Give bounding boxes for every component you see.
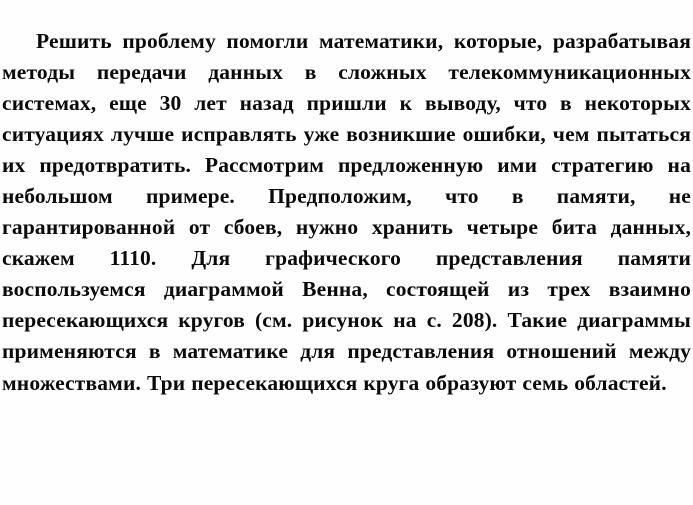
body-paragraph: Решить проблему помогли математики, которые, разрабатывая методы передачи данных в сложных телекоммуникационных системах, еще 30 лет назад пришли к выводу, что в некоторых ситуациях лучше исправлять уже возникшие ошибки, чем пытаться их предотвратить. Рассмотрим предложенную ими стратегию на небольшом примере. Предположим, что в памяти, не гарантированной от сбоев, нужно хранить четыре бита данных, скажем 1110. Для графического представления памяти воспользуемся диаграммой Венна, состоящей из трех взаимно пересекающихся кругов (см. рисунок на с. 208). Такие диаграммы применяются в математике для представления отношений между множествами. Три пересекающихся круга образуют семь областей. [2,28,691,395]
